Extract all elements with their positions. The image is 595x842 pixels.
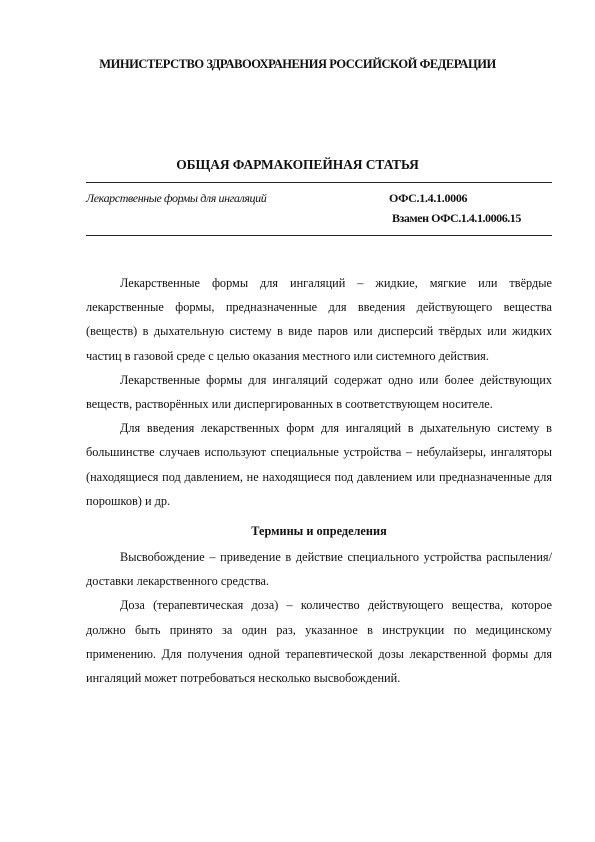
bottom-divider [86, 235, 552, 236]
article-title: Лекарственные формы для ингаляций [86, 191, 267, 205]
ministry-header: МИНИСТЕРСТВО ЗДРАВООХРАНЕНИЯ РОССИЙСКОЙ ФЕДЕРАЦИИ [99, 57, 496, 71]
definition-paragraph: Высвобождение – приведение в действие специального устройства распыления/доставки лекарственного средства. [86, 550, 552, 589]
top-divider [86, 182, 552, 183]
replaces-code: Взамен ОФС.1.4.1.0006.15 [392, 211, 521, 225]
section-heading: Термины и определения [251, 524, 387, 539]
article-code: ОФС.1.4.1.0006 [389, 191, 468, 205]
definition-paragraph: Доза (терапевтическая доза) – количество действующего вещества, которое должно быть принято за один раз, указанное в инструкции по медицинскому применению. Для получения одной терапевтической дозы лекарственной формы для ингаляций может потребоваться несколько высвобождений. [86, 598, 552, 686]
paragraph: Для введения лекарственных форм для ингаляций в дыхательную систему в большинстве случаев используют специальные устройства – небулайзеры, ингаляторы (находящиеся под давлением, не находящиеся под давлением или предназначенные для порошков) и др. [86, 421, 552, 508]
document-body [86, 271, 552, 690]
paragraph: Лекарственные формы для ингаляций – жидкие, мягкие или твёрдые лекарственные формы, предназначенные для введения действующего вещества (веществ) в дыхательную систему в виде паров или дисперсий твёрдых или жидких частиц в газовой среде с целью оказания местного или системного действия. [86, 276, 552, 363]
paragraph: Лекарственные формы для ингаляций содержат одно или более действующих веществ, растворённых или диспергированных в соответствующем носителе. [86, 372, 552, 412]
document-type-heading: ОБЩАЯ ФАРМАКОПЕЙНАЯ СТАТЬЯ [176, 157, 419, 172]
